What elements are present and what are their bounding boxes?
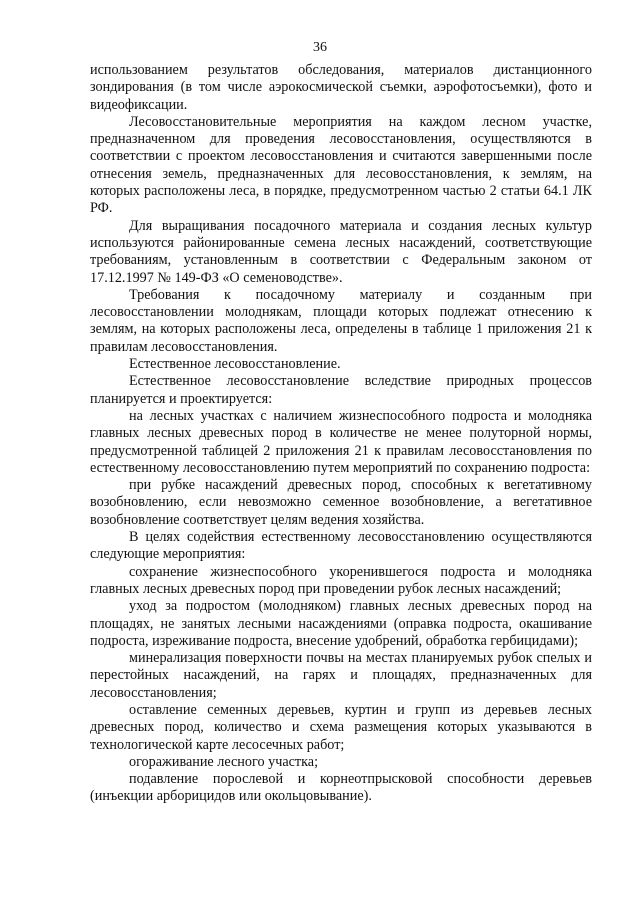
paragraph: Естественное лесовосстановление вследствие природных процессов планируется и проектируется: bbox=[90, 373, 592, 407]
paragraph: В целях содействия естественному лесовосстановлению осуществляются следующие мероприятия: bbox=[90, 529, 592, 563]
list-item: на лесных участках с наличием жизнеспособного подроста и молодняка главных лесных древесных пород в количестве не менее полуторной нормы, предусмотренной таблицей 2 приложения 21 к правилам лесовосстановления по естественному лесовосстановлению путем мероприятий по сохранению подроста: bbox=[90, 407, 592, 476]
document-body bbox=[90, 62, 592, 806]
paragraph: Лесовосстановительные мероприятия на каждом лесном участке, предназначенном для проведения лесовосстановления, осуществляются в соответствии с проектом лесовосстановления и считаются завершенными после отнесения земель, предназначенных для лесовосстановления, к землям, на которых расположены леса, в порядке, предусмотренном частью 2 статьи 64.1 ЛК РФ. bbox=[90, 113, 592, 217]
section-heading: Естественное лесовосстановление. bbox=[129, 356, 341, 373]
list-item: при рубке насаждений древесных пород, способных к вегетативному возобновлению, если невозможно семенное возобновление, а вегетативное возобновление соответствует целям ведения хозяйства. bbox=[90, 477, 592, 528]
paragraph: Требования к посадочному материалу и созданным при лесовосстановлении молоднякам, площади которых подлежат отнесению к землям, на которых расположены леса, определены в таблице 1 приложения 21 к правилам лесовосстановления. bbox=[90, 286, 592, 355]
page-number: 36 bbox=[313, 40, 327, 55]
paragraph-continuation: использованием результатов обследования, материалов дистанционного зондирования (в том числе аэрокосмической съемки, аэрофотосъемки), фото и видеофиксации. bbox=[90, 62, 592, 113]
paragraph: Для выращивания посадочного материала и создания лесных культур используются районированные семена лесных насаждений, соответствующие требованиям, установленным в соответствии с Федеральным законом от 17.12.1997 № 149-ФЗ «О семеноводстве». bbox=[90, 217, 592, 286]
list-item: уход за подростом (молодняком) главных лесных древесных пород на площадях, не занятых лесными насаждениями (оправка подроста, окашивание подроста, изреживание подроста, внесение удобрений, обработка гербицидами); bbox=[90, 598, 592, 649]
list-item: огораживание лесного участка; bbox=[129, 753, 319, 770]
list-item: подавление порослевой и корнеотпрысковой способности деревьев (инъекции арборицидов или окольцовывание). bbox=[90, 771, 592, 805]
list-item: сохранение жизнеспособного укоренившегося подроста и молодняка главных лесных древесных пород при проведении рубок лесных насаждений; bbox=[90, 563, 592, 597]
list-item: минерализация поверхности почвы на местах планируемых рубок спелых и перестойных насаждений, на гарях и площадях, предназначенных для лесовосстановления; bbox=[90, 650, 592, 701]
list-item: оставление семенных деревьев, куртин и групп из деревьев лесных древесных пород, количество и схема размещения которых указываются в технологической карте лесосечных работ; bbox=[90, 701, 592, 753]
